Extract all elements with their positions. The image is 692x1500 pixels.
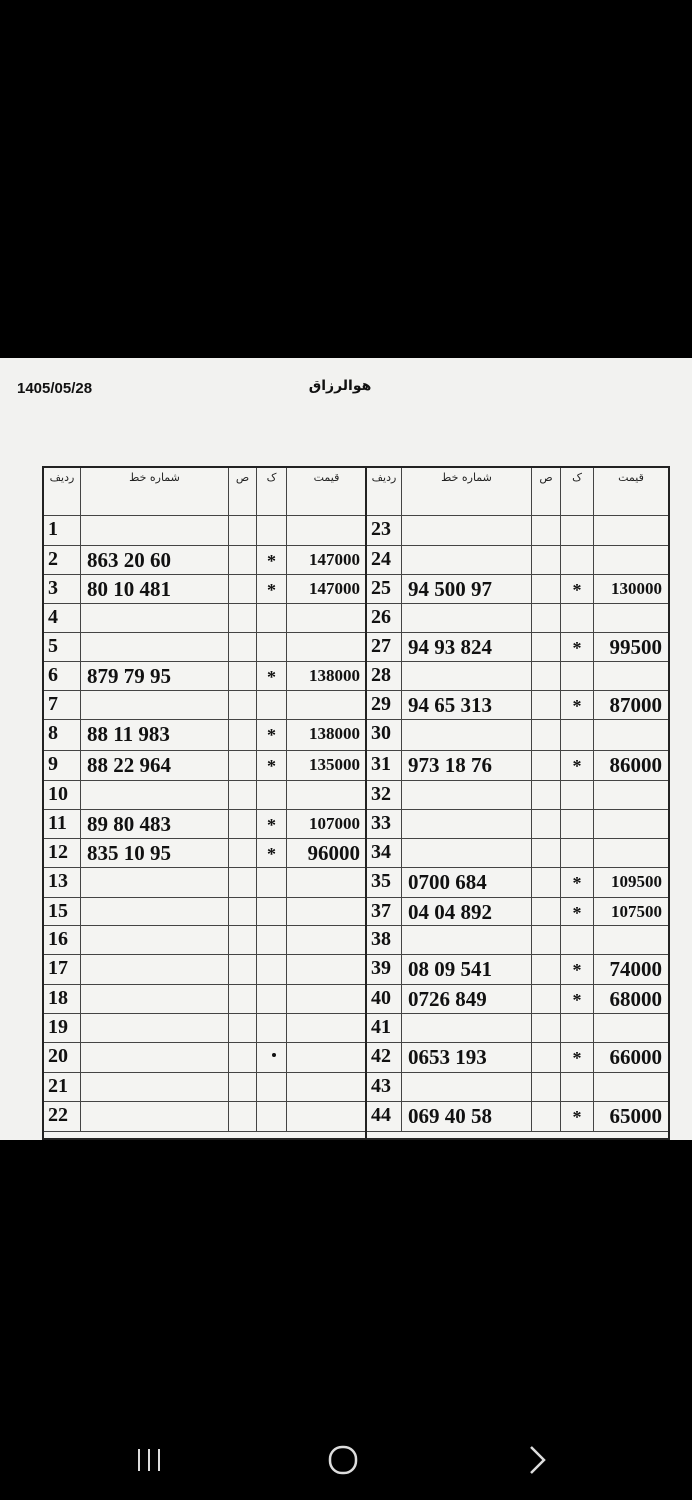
line-number-cell bbox=[81, 516, 229, 546]
s-cell bbox=[532, 1043, 561, 1073]
back-button[interactable] bbox=[507, 1440, 567, 1480]
line-number-cell: 973 18 76 bbox=[402, 751, 532, 781]
k-star-cell: * bbox=[257, 546, 287, 575]
table-row bbox=[367, 662, 668, 691]
s-cell bbox=[532, 810, 561, 839]
row-number-cell: 12 bbox=[44, 839, 81, 868]
s-cell bbox=[532, 720, 561, 751]
row-number-cell: 28 bbox=[367, 662, 402, 691]
table-row bbox=[44, 662, 366, 691]
s-cell bbox=[229, 691, 257, 720]
table-header-right bbox=[367, 468, 668, 516]
table-row bbox=[367, 1014, 668, 1043]
k-star-cell bbox=[257, 898, 287, 926]
s-cell bbox=[532, 633, 561, 662]
document-photo bbox=[0, 358, 692, 1140]
table-row bbox=[367, 810, 668, 839]
table-row bbox=[44, 1014, 366, 1043]
s-cell bbox=[532, 662, 561, 691]
k-star-cell bbox=[257, 516, 287, 546]
s-cell bbox=[532, 955, 561, 985]
line-number-cell: 94 93 824 bbox=[402, 633, 532, 662]
header-s: ص bbox=[532, 468, 561, 516]
table-row bbox=[367, 575, 668, 604]
row-number-cell: 11 bbox=[44, 810, 81, 839]
table-row bbox=[44, 751, 366, 781]
s-cell bbox=[229, 985, 257, 1014]
table-left-half bbox=[42, 466, 368, 1140]
line-number-cell bbox=[402, 604, 532, 633]
row-number-cell: 8 bbox=[44, 720, 81, 751]
price-cell bbox=[287, 516, 366, 546]
row-number-cell: 2 bbox=[44, 546, 81, 575]
price-cell bbox=[287, 633, 366, 662]
line-number-cell bbox=[81, 868, 229, 898]
s-cell bbox=[229, 810, 257, 839]
table-row bbox=[44, 1102, 366, 1132]
line-number-cell bbox=[81, 955, 229, 985]
line-number-cell: 08 09 541 bbox=[402, 955, 532, 985]
line-number-cell: 069 40 58 bbox=[402, 1102, 532, 1132]
row-number-cell: 10 bbox=[44, 781, 81, 810]
s-cell bbox=[532, 1102, 561, 1132]
table-row bbox=[44, 633, 366, 662]
table-row bbox=[44, 516, 366, 546]
row-number-cell: 7 bbox=[44, 691, 81, 720]
price-cell: 96000 bbox=[287, 839, 366, 868]
price-cell bbox=[594, 839, 668, 868]
table-row bbox=[367, 1073, 668, 1102]
row-number-cell: 26 bbox=[367, 604, 402, 633]
price-cell bbox=[594, 781, 668, 810]
line-number-cell bbox=[81, 691, 229, 720]
k-star-cell bbox=[561, 839, 594, 868]
s-cell bbox=[229, 1043, 257, 1073]
price-cell bbox=[287, 926, 366, 955]
price-cell: 130000 bbox=[594, 575, 668, 604]
line-number-cell bbox=[81, 1043, 229, 1073]
table-row bbox=[44, 604, 366, 633]
price-cell: 74000 bbox=[594, 955, 668, 985]
k-star-cell bbox=[257, 926, 287, 955]
s-cell bbox=[229, 720, 257, 751]
row-number-cell: 35 bbox=[367, 868, 402, 898]
line-number-cell: 879 79 95 bbox=[81, 662, 229, 691]
table-row bbox=[367, 955, 668, 985]
table-row bbox=[367, 546, 668, 575]
k-star-cell bbox=[257, 1043, 287, 1073]
s-cell bbox=[532, 516, 561, 546]
line-number-cell bbox=[402, 839, 532, 868]
line-number-cell bbox=[402, 720, 532, 751]
s-cell bbox=[532, 604, 561, 633]
line-number-cell: 0726 849 bbox=[402, 985, 532, 1014]
header-line-number: شماره خط bbox=[81, 468, 229, 516]
row-number-cell: 22 bbox=[44, 1102, 81, 1132]
line-number-cell bbox=[402, 546, 532, 575]
s-cell bbox=[229, 1073, 257, 1102]
row-number-cell: 30 bbox=[367, 720, 402, 751]
line-number-cell bbox=[81, 926, 229, 955]
price-cell bbox=[287, 955, 366, 985]
row-number-cell: 33 bbox=[367, 810, 402, 839]
back-icon bbox=[525, 1444, 549, 1476]
line-number-cell: 0700 684 bbox=[402, 868, 532, 898]
k-star-cell bbox=[257, 868, 287, 898]
line-number-cell: 863 20 60 bbox=[81, 546, 229, 575]
price-cell: 147000 bbox=[287, 575, 366, 604]
s-cell bbox=[229, 898, 257, 926]
table-row bbox=[44, 839, 366, 868]
k-star-cell bbox=[257, 1014, 287, 1043]
price-cell: 87000 bbox=[594, 691, 668, 720]
k-star-cell: * bbox=[257, 839, 287, 868]
price-cell bbox=[594, 604, 668, 633]
price-cell bbox=[594, 720, 668, 751]
k-star-cell: * bbox=[561, 985, 594, 1014]
row-number-cell: 37 bbox=[367, 898, 402, 926]
price-cell bbox=[287, 604, 366, 633]
price-cell bbox=[594, 516, 668, 546]
table-right-half bbox=[365, 466, 670, 1140]
line-number-cell bbox=[402, 662, 532, 691]
k-star-cell: * bbox=[561, 1043, 594, 1073]
price-cell: 138000 bbox=[287, 720, 366, 751]
table-row bbox=[44, 546, 366, 575]
row-number-cell: 24 bbox=[367, 546, 402, 575]
s-cell bbox=[532, 1073, 561, 1102]
k-star-cell bbox=[257, 985, 287, 1014]
k-star-cell bbox=[561, 1014, 594, 1043]
price-cell bbox=[287, 781, 366, 810]
android-navigation-bar bbox=[0, 1420, 692, 1500]
k-star-cell bbox=[257, 955, 287, 985]
header-row-number: ردیف bbox=[367, 468, 402, 516]
table-row bbox=[44, 781, 366, 810]
line-number-cell: 88 11 983 bbox=[81, 720, 229, 751]
s-cell bbox=[229, 839, 257, 868]
table-row bbox=[367, 751, 668, 781]
s-cell bbox=[229, 516, 257, 546]
k-star-cell: * bbox=[561, 575, 594, 604]
price-cell bbox=[594, 926, 668, 955]
s-cell bbox=[229, 868, 257, 898]
row-number-cell: 29 bbox=[367, 691, 402, 720]
price-cell: 86000 bbox=[594, 751, 668, 781]
k-star-cell: * bbox=[561, 751, 594, 781]
s-cell bbox=[229, 955, 257, 985]
table-row bbox=[44, 1043, 366, 1073]
line-number-cell: 94 65 313 bbox=[402, 691, 532, 720]
s-cell bbox=[229, 633, 257, 662]
price-cell bbox=[287, 691, 366, 720]
s-cell bbox=[229, 662, 257, 691]
line-number-cell: 04 04 892 bbox=[402, 898, 532, 926]
document-date: 1405/05/28 bbox=[17, 380, 93, 397]
price-cell: 68000 bbox=[594, 985, 668, 1014]
row-number-cell: 20 bbox=[44, 1043, 81, 1073]
header-k: ک bbox=[561, 468, 594, 516]
k-star-cell bbox=[257, 604, 287, 633]
k-star-cell bbox=[561, 1073, 594, 1102]
k-star-cell bbox=[257, 1073, 287, 1102]
table-row bbox=[367, 516, 668, 546]
table-row bbox=[44, 955, 366, 985]
s-cell bbox=[229, 546, 257, 575]
table-row bbox=[44, 868, 366, 898]
s-cell bbox=[532, 751, 561, 781]
price-cell: 107000 bbox=[287, 810, 366, 839]
k-star-cell bbox=[561, 926, 594, 955]
row-number-cell: 34 bbox=[367, 839, 402, 868]
k-star-cell: * bbox=[561, 691, 594, 720]
table-row bbox=[367, 1043, 668, 1073]
table-row bbox=[44, 575, 366, 604]
k-star-cell bbox=[257, 633, 287, 662]
line-number-cell bbox=[81, 1014, 229, 1043]
s-cell bbox=[532, 575, 561, 604]
table-header-left bbox=[44, 468, 366, 516]
price-cell bbox=[287, 1043, 366, 1073]
k-star-cell bbox=[257, 691, 287, 720]
s-cell bbox=[229, 1102, 257, 1132]
row-number-cell: 38 bbox=[367, 926, 402, 955]
price-cell bbox=[594, 810, 668, 839]
line-number-cell bbox=[81, 985, 229, 1014]
document-title: هوالرزاق bbox=[308, 378, 372, 394]
line-number-cell bbox=[81, 1102, 229, 1132]
k-star-cell: * bbox=[561, 633, 594, 662]
price-cell bbox=[287, 1073, 366, 1102]
table-row bbox=[367, 781, 668, 810]
k-star-cell: * bbox=[257, 575, 287, 604]
price-cell: 135000 bbox=[287, 751, 366, 781]
table-row bbox=[44, 810, 366, 839]
home-button[interactable] bbox=[313, 1440, 373, 1480]
row-number-cell: 6 bbox=[44, 662, 81, 691]
row-number-cell: 18 bbox=[44, 985, 81, 1014]
table-row bbox=[367, 868, 668, 898]
line-number-cell: 94 500 97 bbox=[402, 575, 532, 604]
line-number-cell bbox=[81, 604, 229, 633]
table-row bbox=[44, 985, 366, 1014]
row-number-cell: 17 bbox=[44, 955, 81, 985]
k-star-cell bbox=[561, 546, 594, 575]
s-cell bbox=[229, 1014, 257, 1043]
k-star-cell bbox=[561, 662, 594, 691]
s-cell bbox=[532, 839, 561, 868]
row-number-cell: 32 bbox=[367, 781, 402, 810]
price-cell: 99500 bbox=[594, 633, 668, 662]
table-row bbox=[367, 604, 668, 633]
price-cell bbox=[287, 868, 366, 898]
row-number-cell: 3 bbox=[44, 575, 81, 604]
s-cell bbox=[229, 926, 257, 955]
line-number-cell bbox=[402, 1014, 532, 1043]
row-number-cell: 9 bbox=[44, 751, 81, 781]
line-number-cell bbox=[81, 1073, 229, 1102]
table-row bbox=[44, 926, 366, 955]
line-number-cell: 0653 193 bbox=[402, 1043, 532, 1073]
table-row bbox=[44, 691, 366, 720]
price-cell bbox=[287, 898, 366, 926]
s-cell bbox=[532, 985, 561, 1014]
row-number-cell: 31 bbox=[367, 751, 402, 781]
table-row bbox=[44, 720, 366, 751]
row-number-cell: 27 bbox=[367, 633, 402, 662]
k-star-cell: * bbox=[257, 810, 287, 839]
header-k: ک bbox=[257, 468, 287, 516]
price-cell bbox=[287, 1102, 366, 1132]
row-number-cell: 1 bbox=[44, 516, 81, 546]
row-number-cell: 25 bbox=[367, 575, 402, 604]
price-cell: 66000 bbox=[594, 1043, 668, 1073]
s-cell bbox=[229, 751, 257, 781]
line-number-cell bbox=[402, 810, 532, 839]
s-cell bbox=[532, 926, 561, 955]
k-star-cell bbox=[561, 720, 594, 751]
s-cell bbox=[532, 546, 561, 575]
row-number-cell: 43 bbox=[367, 1073, 402, 1102]
row-number-cell: 4 bbox=[44, 604, 81, 633]
price-cell bbox=[594, 1014, 668, 1043]
line-number-cell bbox=[81, 633, 229, 662]
s-cell bbox=[532, 868, 561, 898]
row-number-cell: 39 bbox=[367, 955, 402, 985]
header-price: قیمت bbox=[287, 468, 366, 516]
k-star-cell bbox=[561, 516, 594, 546]
row-number-cell: 23 bbox=[367, 516, 402, 546]
row-number-cell: 19 bbox=[44, 1014, 81, 1043]
row-number-cell: 5 bbox=[44, 633, 81, 662]
price-cell: 109500 bbox=[594, 868, 668, 898]
s-cell bbox=[229, 575, 257, 604]
table-row bbox=[367, 898, 668, 926]
table-row bbox=[367, 839, 668, 868]
recent-apps-icon bbox=[134, 1446, 164, 1474]
header-line-number: شماره خط bbox=[402, 468, 532, 516]
s-cell bbox=[229, 781, 257, 810]
line-number-cell bbox=[81, 781, 229, 810]
line-number-cell bbox=[402, 781, 532, 810]
ink-dot bbox=[272, 1053, 276, 1057]
row-number-cell: 21 bbox=[44, 1073, 81, 1102]
table-row bbox=[367, 1102, 668, 1132]
row-number-cell: 40 bbox=[367, 985, 402, 1014]
header-price: قیمت bbox=[594, 468, 668, 516]
table-row bbox=[44, 898, 366, 926]
header-row-number: ردیف bbox=[44, 468, 81, 516]
row-number-cell: 15 bbox=[44, 898, 81, 926]
k-star-cell: * bbox=[561, 898, 594, 926]
price-cell bbox=[594, 662, 668, 691]
line-number-cell: 88 22 964 bbox=[81, 751, 229, 781]
line-number-cell bbox=[81, 898, 229, 926]
k-star-cell: * bbox=[257, 720, 287, 751]
s-cell bbox=[532, 1014, 561, 1043]
line-number-cell: 89 80 483 bbox=[81, 810, 229, 839]
k-star-cell: * bbox=[561, 1102, 594, 1132]
k-star-cell bbox=[561, 810, 594, 839]
table-row bbox=[44, 1073, 366, 1102]
k-star-cell bbox=[561, 781, 594, 810]
s-cell bbox=[532, 691, 561, 720]
row-number-cell: 42 bbox=[367, 1043, 402, 1073]
header-s: ص bbox=[229, 468, 257, 516]
line-number-cell bbox=[402, 516, 532, 546]
price-cell bbox=[594, 546, 668, 575]
recent-apps-button[interactable] bbox=[119, 1440, 179, 1480]
home-icon bbox=[327, 1444, 359, 1476]
k-star-cell: * bbox=[561, 955, 594, 985]
price-cell: 65000 bbox=[594, 1102, 668, 1132]
price-cell: 107500 bbox=[594, 898, 668, 926]
row-number-cell: 13 bbox=[44, 868, 81, 898]
price-cell: 138000 bbox=[287, 662, 366, 691]
row-number-cell: 16 bbox=[44, 926, 81, 955]
k-star-cell bbox=[257, 781, 287, 810]
table-row bbox=[367, 691, 668, 720]
s-cell bbox=[532, 781, 561, 810]
k-star-cell: * bbox=[257, 662, 287, 691]
price-cell: 147000 bbox=[287, 546, 366, 575]
s-cell bbox=[229, 604, 257, 633]
table-row bbox=[367, 633, 668, 662]
line-number-cell bbox=[402, 926, 532, 955]
k-star-cell bbox=[257, 1102, 287, 1132]
line-number-cell bbox=[402, 1073, 532, 1102]
table-row bbox=[367, 720, 668, 751]
row-number-cell: 44 bbox=[367, 1102, 402, 1132]
table-row bbox=[367, 926, 668, 955]
line-number-cell: 835 10 95 bbox=[81, 839, 229, 868]
price-cell bbox=[287, 1014, 366, 1043]
k-star-cell: * bbox=[257, 751, 287, 781]
table-row bbox=[367, 985, 668, 1014]
price-cell bbox=[287, 985, 366, 1014]
price-cell bbox=[594, 1073, 668, 1102]
k-star-cell bbox=[561, 604, 594, 633]
row-number-cell: 41 bbox=[367, 1014, 402, 1043]
line-number-cell: 80 10 481 bbox=[81, 575, 229, 604]
s-cell bbox=[532, 898, 561, 926]
k-star-cell: * bbox=[561, 868, 594, 898]
